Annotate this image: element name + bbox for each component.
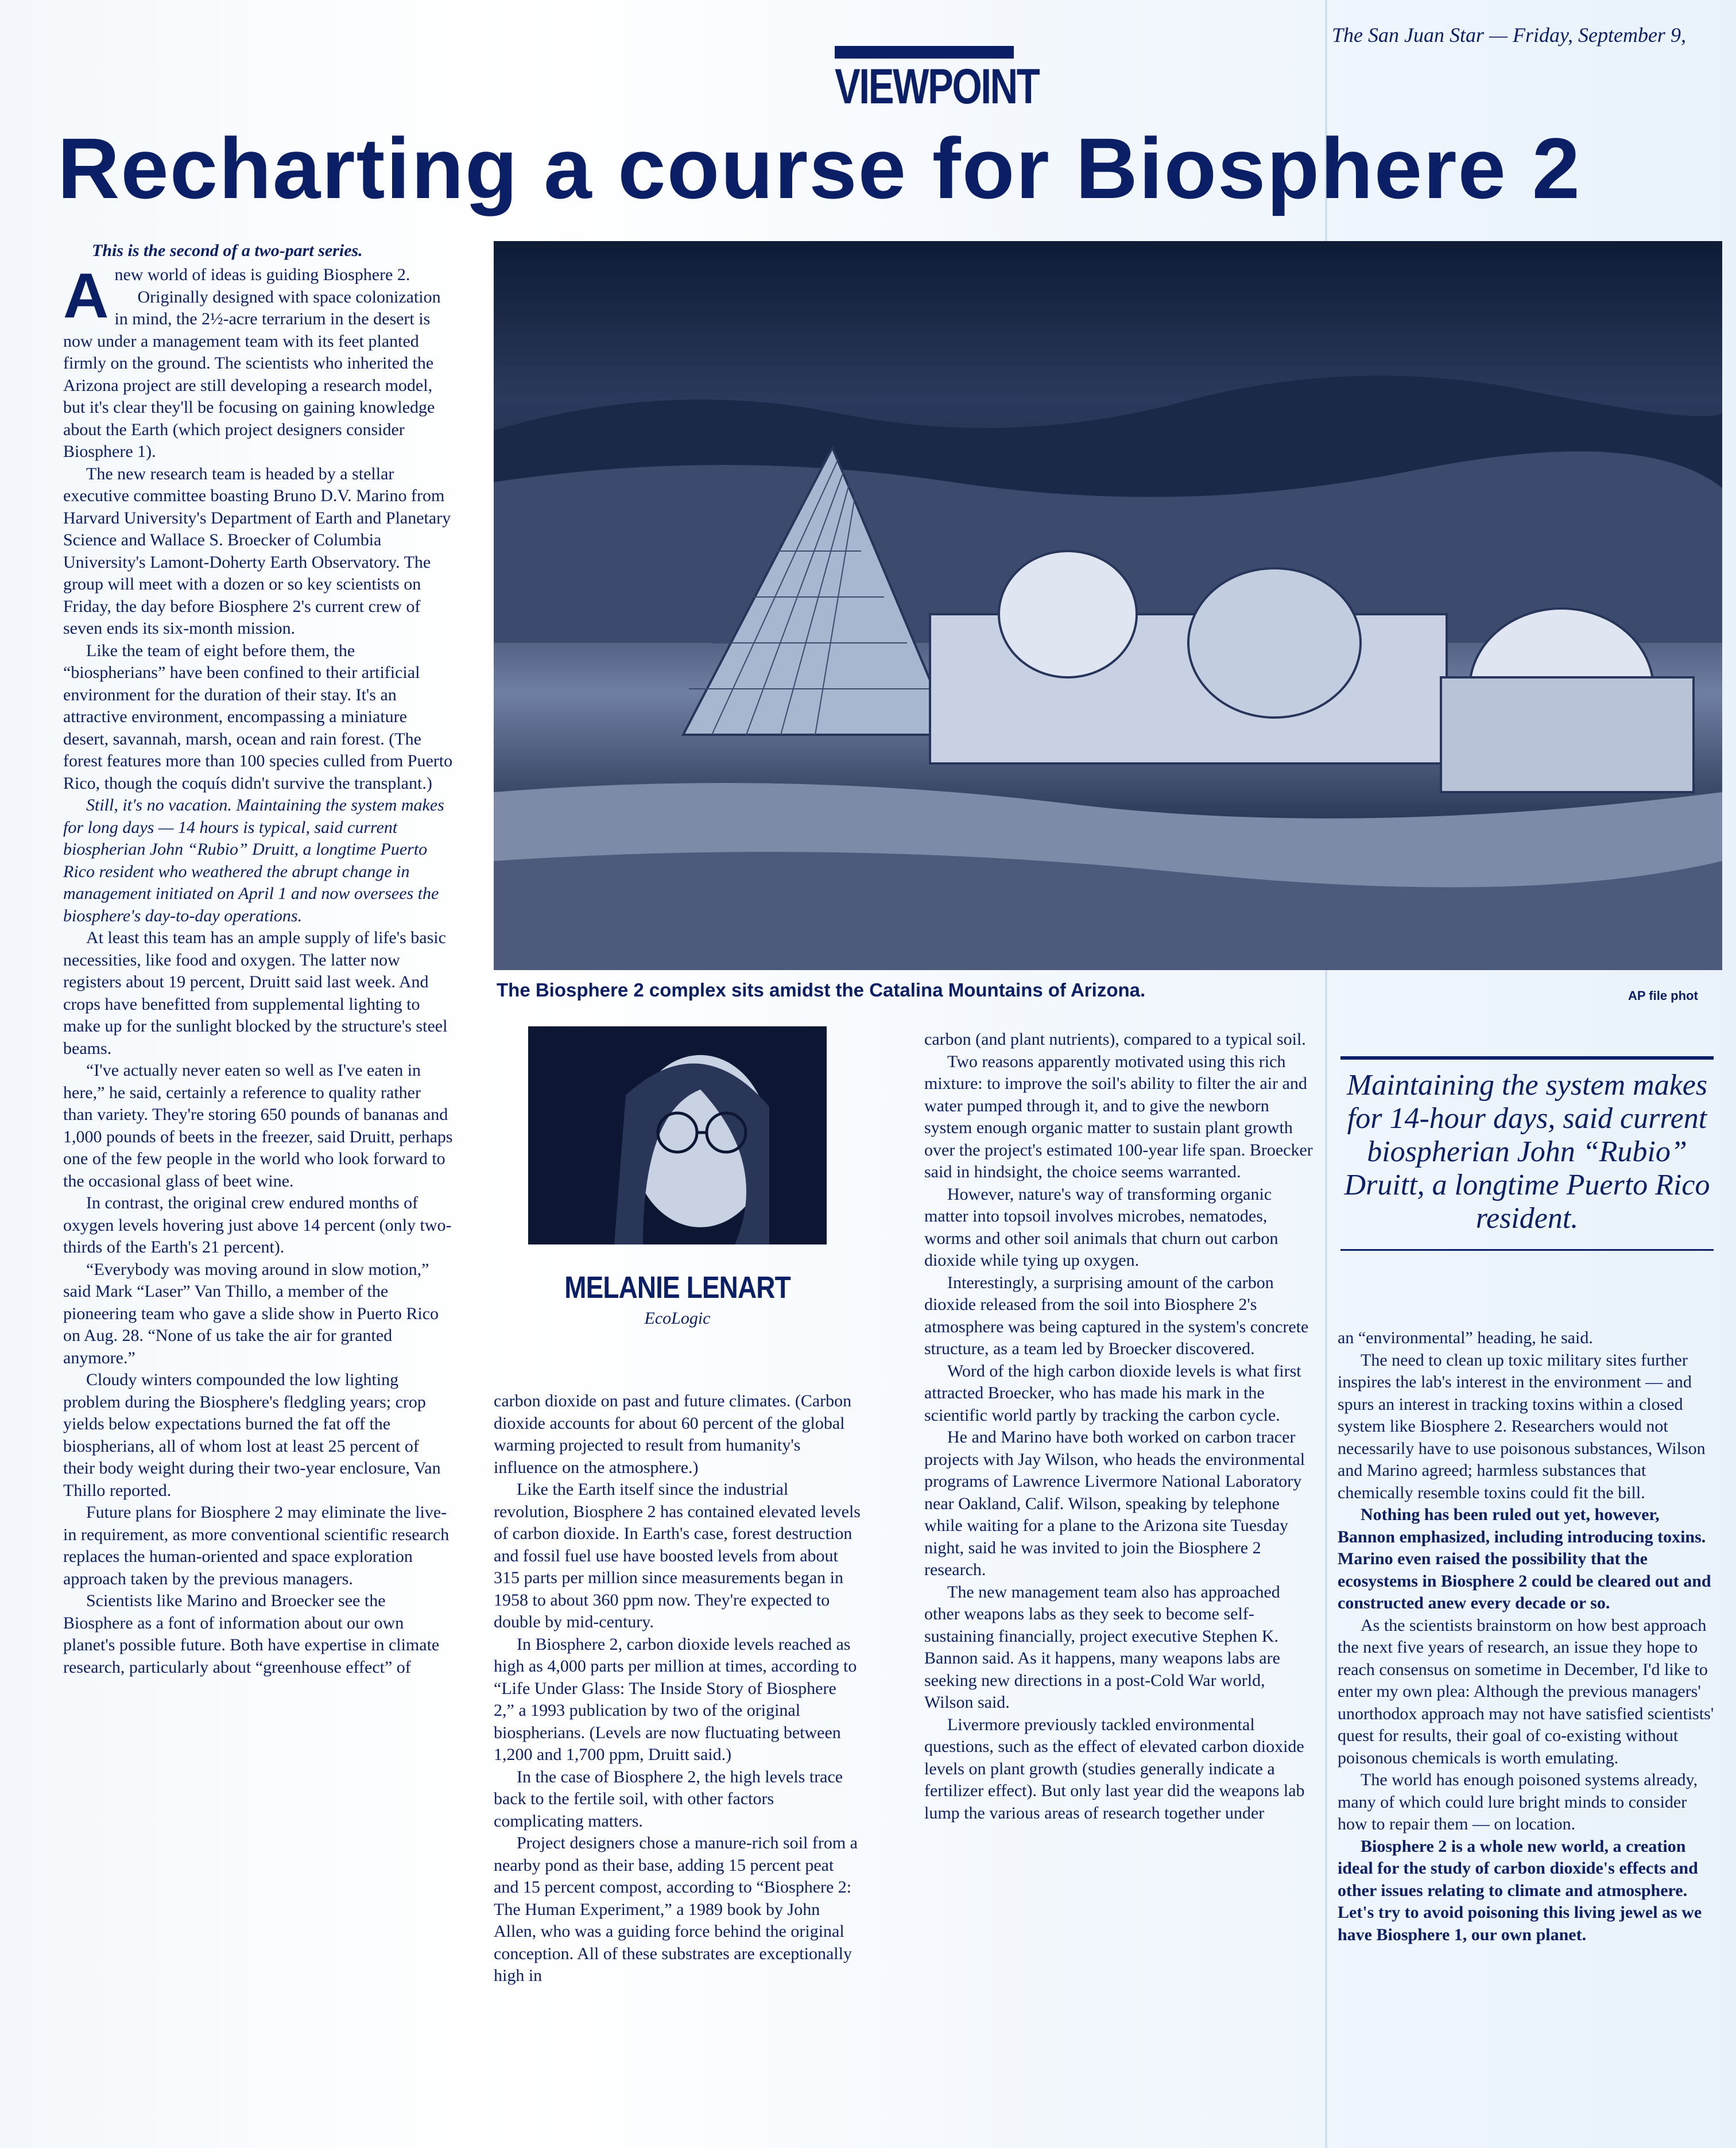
paragraph: “I've actually never eaten so well as I've eaten in here,” he said, certainly a reference to quality rather than variety. They're storing 650 pounds of bananas and 1,000 pounds of beets in the freezer, said Druitt, perhaps one of the few people in the world who look forward to the occasional glass of beet wine. [63,1061,453,1191]
lead-paragraph: Anew world of ideas is guiding Biosphere 2. [63,261,410,331]
column-name: EcoLogic [644,1309,711,1328]
byline-name: MELANIE LENART [564,1270,790,1305]
photo-credit: AP file phot [1628,988,1698,1003]
paragraph: carbon dioxide on past and future climates. (Carbon dioxide accounts for about 60 percent of the global warming projected to result from humanity's influence on the atmosphere.) [494,1391,852,1477]
paragraph: The new management team also has approached other weapons labs as they seek to become self-sustaining financially, project executive Stephen K. Bannon said. As it happens, many weapons labs are seeking new directions in a post-Cold War world, Wilson said. [924,1582,1280,1712]
paragraph: The new research team is headed by a stellar executive committee boasting Bruno D.V. Marino from Harvard University's Department of Earth and Planetary Science and Wallace S. Broecker of Columbia University's Lamont-Doherty Earth Observatory. The group will meet with a dozen or so key scientists on Friday, the day before Biosphere 2's current crew of seven ends its six-month mission. [63,464,451,638]
masthead: The San Juan Star — Friday, September 9, [1332,24,1686,46]
paragraph: However, nature's way of transforming organic matter into topsoil involves microbes, nematodes, worms and other soil animals that churn out carbon dioxide while tying up oxygen. [924,1184,1278,1270]
paragraph: Scientists like Marino and Broecker see the Biosphere as a font of information about our own planet's possible future. Both have expertise in climate research, particularly about “greenhouse effect” of [63,1591,440,1677]
paragraph: In the case of Biosphere 2, the high levels trace back to the fertile soil, with other factors complicating matters. [494,1767,843,1831]
paragraph: The world has enough poisoned systems already, many of which could lure bright minds to consider how to repair them — on location. [1338,1770,1698,1833]
paragraph: Biosphere 2 is a whole new world, a creation ideal for the study of carbon dioxide's effects and other issues relating to climate and atmosphere. Let's try to avoid poisoning this living jewel as we have Biosphere 1, our own planet. [1338,1836,1702,1944]
paragraph: Future plans for Biosphere 2 may eliminate the live-in requirement, as more conventional scientific research replaces the human-oriented and space exploration approach taken by the previous managers. [63,1503,450,1588]
paragraph: He and Marino have both worked on carbon tracer projects with Jay Wilson, who heads the environmental programs of Lawrence Livermore National Laboratory near Oakland, Calif. Wilson, speaking by telephone while waiting for a plane to the Arizona site Tuesday night, said he was invited to join the Biosphere 2 research. [924,1428,1305,1579]
paragraph: an “environmental” heading, he said. [1338,1328,1593,1347]
article-column-3 [924,1029,1315,1824]
series-intro: This is the second of a two-part series. [92,241,363,260]
author-portrait [528,1026,827,1244]
paragraph: In contrast, the original crew endured months of oxygen levels hovering just above 14 percent (only two-thirds of the Earth's 21 percent). [63,1193,452,1257]
paragraph: As the scientists brainstorm on how best approach the next five years of research, an issue they hope to reach consensus on sometime in December, I'd like to enter my own plea: Although the previous managers' unorthodox approach may not have satisfied scientists' quest for results, their goal of co-existing without poisonous chemicals is worth emulating. [1338,1615,1714,1767]
author-portrait-illustration [528,1026,827,1244]
paragraph: Like the Earth itself since the industrial revolution, Biosphere 2 has contained elevated levels of carbon dioxide. In Earth's case, forest destruction and fossil fuel use have boosted levels from about 315 parts per million since measurements began in 1958 to about 360 ppm now. They're expected to double by mid-century. [494,1480,861,1631]
paragraph: carbon (and plant nutrients), compared to a typical soil. [924,1030,1306,1049]
drop-cap: A [63,261,109,331]
paragraph: Like the team of eight before them, the “biospherians” have been confined to their artificial environment for the duration of their stay. It's an attractive environment, encompassing a miniature desert, savannah, marsh, ocean and rain forest. (The forest features more than 100 species culled from Puerto Rico, though the coquís didn't survive the transplant.) [63,641,453,793]
paragraph: Cloudy winters compounded the low lighting problem during the Biosphere's fledgling years; crop yields below expectations burned the fat off the biospherians, all of whom lost at least 25 percent of their body weight during their two-year enclosure, Van Thillo reported. [63,1370,441,1500]
paragraph: Originally designed with space colonization in mind, the 2½-acre terrarium in the desert is now under a management team with its feet planted firmly on the ground. The scientists who inherited the Arizona project are still developing a research model, but it's clear they'll be focusing on gaining knowledge about the Earth (which project designers consider Biosphere 1). [63,287,441,461]
paragraph: Still, it's no vacation. Maintaining the system makes for long days — 14 hours is typical, said current biospherian John “Rubio” Druitt, a longtime Puerto Rico resident who weathered the abrupt change in management initiated on April 1 and now oversees the biosphere's day-to-day operations. [63,796,444,925]
photo-caption: The Biosphere 2 complex sits amidst the Catalina Mountains of Arizona. [497,979,1146,1001]
paragraph: The need to clean up toxic military sites further inspires the lab's interest in the environment — and spurs an interest in tracking toxins within a closed system like Biosphere 2. Researchers would not necessarily have to use poisonous substances, Wilson and Marino agreed; harmless substances that chemically resemble toxins could fit the bill. [1338,1350,1706,1502]
article-column-4 [1338,1327,1716,1946]
paragraph: “Everybody was moving around in slow motion,” said Mark “Laser” Van Thillo, a member of the pioneering team who gave a slide show in Puerto Rico on Aug. 28. “None of us take the air for granted anymore.” [63,1259,439,1367]
paragraph: Livermore previously tackled environmental questions, such as the effect of elevated carbon dioxide levels on plant growth (studies generally indicate a fertilizer effect). But only last year did the weapons lab lump the various areas of research together under [924,1715,1305,1823]
paragraph: Interestingly, a surprising amount of the carbon dioxide released from the soil into Biosphere 2's atmosphere was being captured in the system's concrete structure, as a team led by Broecker discovered. [924,1273,1309,1358]
biosphere-complex-illustration [494,241,1722,970]
paragraph: Nothing has been ruled out yet, however, Bannon emphasized, including introducing toxins. Marino even raised the possibility that the ecosystems in Biosphere 2 could be cleared out and constructed anew every decade or so. [1338,1505,1711,1612]
paragraph: At least this team has an ample supply of life's basic necessities, like food and oxygen. The latter now registers about 19 percent, Druitt said last week. And crops have benefitted from supplemental lighting to make up for the sunlight blocked by the structure's steel beams. [63,928,448,1058]
paragraph: Two reasons apparently motivated using this rich mixture: to improve the soil's ability to filter the air and water pumped through it, and to give the newborn system enough organic matter to sustain plant growth over the project's estimated 100-year life span. Broecker said in hindsight, the choice seems warranted. [924,1052,1313,1181]
paragraph: Word of the high carbon dioxide levels is what first attracted Broecker, who has made his mark in the scientific world partly by tracking the carbon cycle. [924,1361,1301,1425]
biosphere-photo [494,241,1722,970]
pull-quote: Maintaining the system makes for 14-hour days, said current biospherian John “Rubio” Druitt, a longtime Puerto Rico resident. [1340,1056,1714,1251]
article-column-2 [494,1390,861,1987]
headline: Recharting a course for Biosphere 2 [57,120,1582,216]
section-label: VIEWPOINT [835,46,1014,111]
paragraph: Project designers chose a manure-rich soil from a nearby pond as their base, adding 15 percent peat and 15 percent compost, according to “Biosphere 2: The Human Experiment,” a 1989 book by John Allen, who was a guiding force behind the original conception. All of these substrates are exceptionally high in [494,1833,858,1985]
paragraph: In Biosphere 2, carbon dioxide levels reached as high as 4,000 parts per million at times, according to “Life Under Glass: The Inside Story of Biosphere 2,” a 1993 publication by two of the original biospherians. (Levels are now fluctuating between 1,200 and 1,700 ppm, Druitt said.) [494,1634,857,1764]
article-column-1 [63,261,454,1678]
